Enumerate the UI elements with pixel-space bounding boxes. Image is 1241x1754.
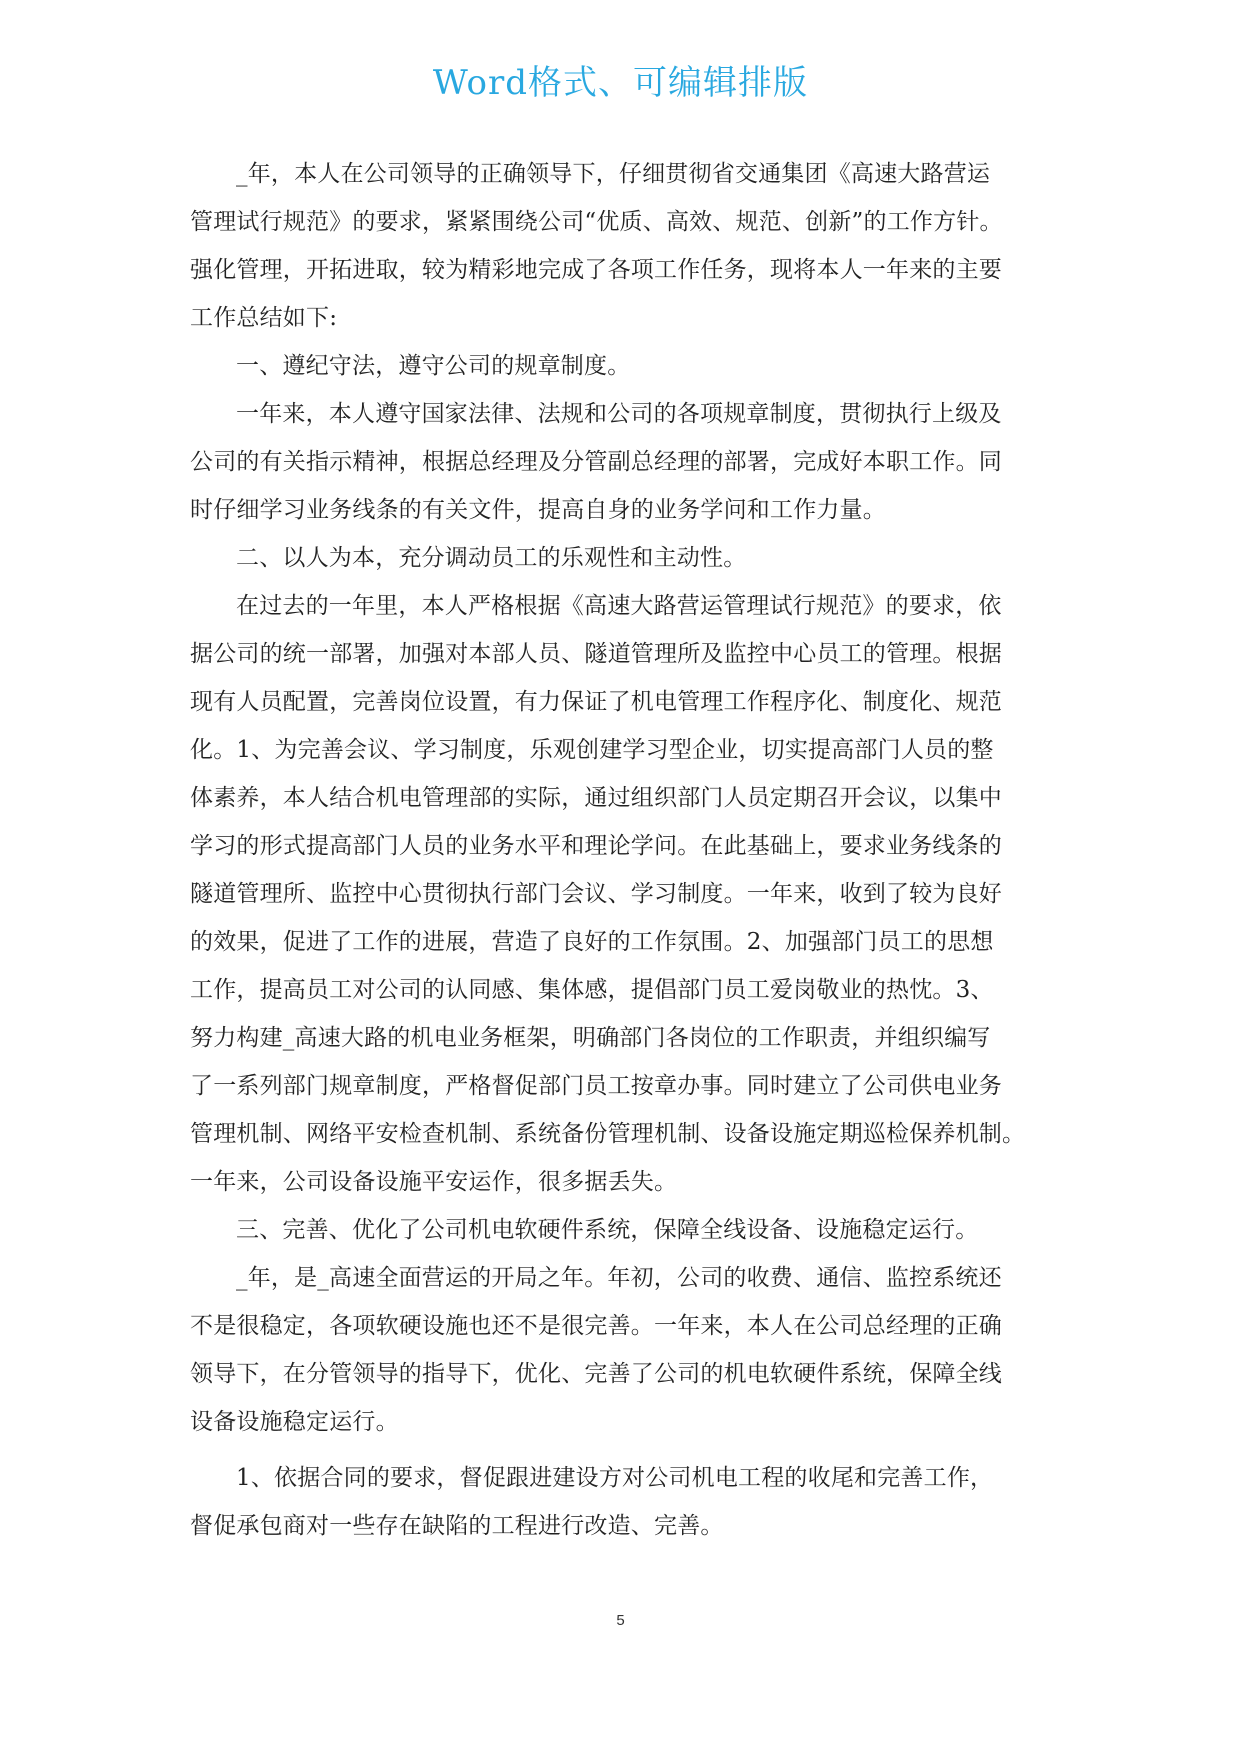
body-line: 在过去的一年里，本人严格根据《高速大路营运管理试行规范》的要求，依 (236, 593, 1002, 619)
section-heading: 一、遵纪守法，遵守公司的规章制度。 (236, 353, 631, 379)
paragraph-gap (190, 1446, 1065, 1454)
body-line: 工作总结如下: (190, 305, 338, 331)
body-line: 督促承包商对一些存在缺陷的工程进行改造、完善。 (190, 1513, 724, 1539)
body-line: 体素养，本人结合机电管理部的实际，通过组织部门人员定期召开会议，以集中 (190, 785, 1002, 811)
body-line: 时仔细学习业务线条的有关文件，提高自身的业务学问和工作力量。 (190, 497, 886, 523)
body-line: 了一系列部门规章制度，严格督促部门员工按章办事。同时建立了公司供电业务 (190, 1073, 1002, 1099)
body-line: 学习的形式提高部门人员的业务水平和理论学问。在此基础上，要求业务线条的 (190, 833, 1002, 859)
body-line: 领导下，在分管领导的指导下，优化、完善了公司的机电软硬件系统，保障全线 (190, 1361, 1002, 1387)
body-line: 设备设施稳定运行。 (190, 1409, 399, 1435)
body-line: 管理试行规范》的要求，紧紧围绕公司“优质、高效、规范、创新”的工作方针。 (190, 209, 1003, 235)
body-line: 公司的有关指示精神，根据总经理及分管副总经理的部署，完成好本职工作。同 (190, 449, 1002, 475)
body-line: 强化管理，开拓进取，较为精彩地完成了各项工作任务，现将本人一年来的主要 (190, 257, 1002, 283)
body-line: 据公司的统一部署，加强对本部人员、隧道管理所及监控中心员工的管理。根据 (190, 641, 1002, 667)
body-line: 管理机制、网络平安检查机制、系统备份管理机制、设备设施定期巡检保养机制。 (190, 1121, 1026, 1147)
body-line: 现有人员配置，完善岗位设置，有力保证了机电管理工作程序化、制度化、规范 (190, 689, 1002, 715)
body-line: 不是很稳定，各项软硬设施也还不是很完善。一年来，本人在公司总经理的正确 (190, 1313, 1002, 1339)
page-number: 5 (616, 1612, 625, 1629)
body-line: 的效果，促进了工作的进展，营造了良好的工作氛围。2、加强部门员工的思想 (190, 929, 994, 955)
body-line: _年，本人在公司领导的正确领导下，仔细贯彻省交通集团《高速大路营运 (236, 161, 991, 187)
document-body (190, 150, 1065, 1550)
header-title: Word格式、可编辑排版 (432, 63, 809, 103)
body-line: 隧道管理所、监控中心贯彻执行部门会议、学习制度。一年来，收到了较为良好 (190, 881, 1002, 907)
body-line: 1、依据合同的要求，督促跟进建设方对公司机电工程的收尾和完善工作， (236, 1465, 994, 1491)
section-heading: 三、完善、优化了公司机电软硬件系统，保障全线设备、设施稳定运行。 (236, 1217, 979, 1243)
body-line: 一年来，本人遵守国家法律、法规和公司的各项规章制度，贯彻执行上级及 (236, 401, 1002, 427)
body-line: 化。1、为完善会议、学习制度，乐观创建学习型企业，切实提高部门人员的整 (190, 737, 994, 763)
body-line: _年，是_高速全面营运的开局之年。年初，公司的收费、通信、监控系统还 (236, 1265, 1002, 1291)
section-heading: 二、以人为本，充分调动员工的乐观性和主动性。 (236, 545, 747, 571)
body-line: 努力构建_高速大路的机电业务框架，明确部门各岗位的工作职责，并组织编写 (190, 1025, 991, 1051)
body-line: 工作，提高员工对公司的认同感、集体感，提倡部门员工爱岗敬业的热忱。3、 (190, 977, 994, 1003)
body-line: 一年来，公司设备设施平安运作，很多据丢失。 (190, 1169, 678, 1195)
